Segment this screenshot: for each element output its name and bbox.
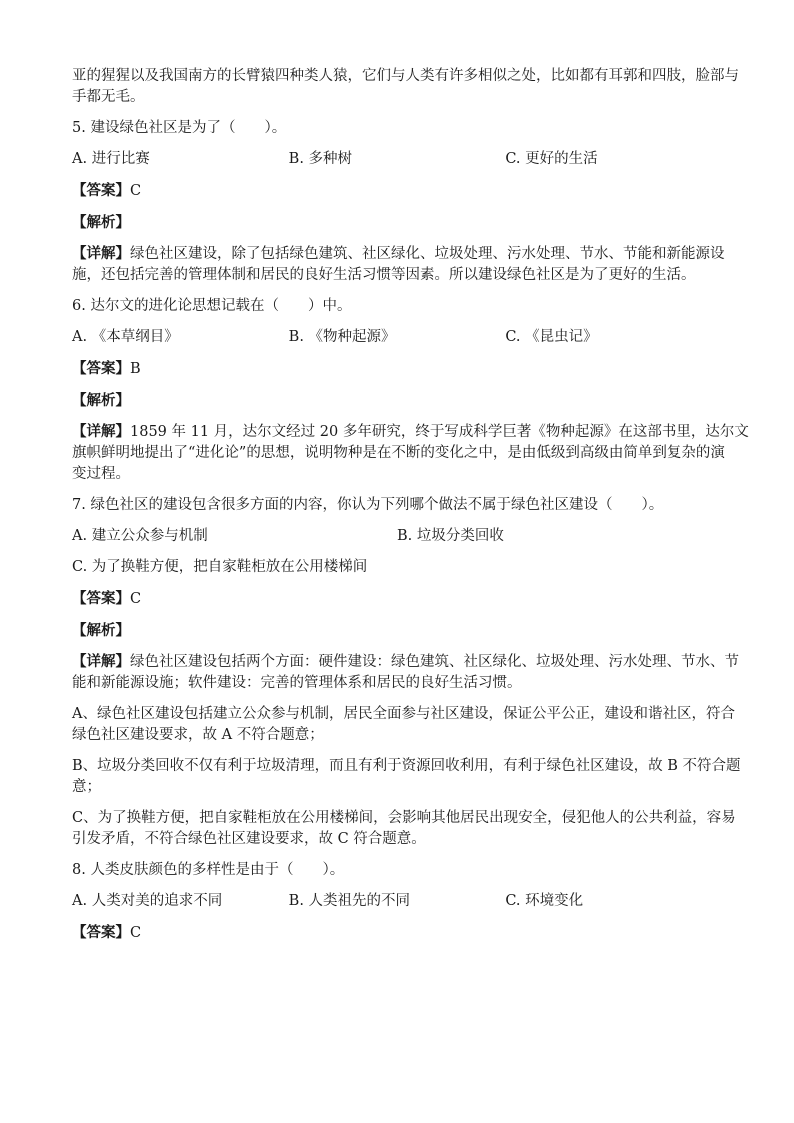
detail-text: 绿色社区建设包括两个方面：硬件建设：绿色建筑、社区绿化、垃圾处理、污水处理、节水、节: [130, 654, 739, 670]
question-8-answer: [72, 922, 722, 944]
answer-value: C: [130, 925, 142, 941]
question-7-option-c: C. 为了换鞋方便，把自家鞋柜放在公用楼梯间: [72, 559, 368, 575]
question-6-detail-line-3: 变过程。: [72, 466, 130, 482]
detail-label: 【详解】: [72, 653, 130, 670]
question-5-detail-line-2: 施，还包括完善的管理体制和居民的良好生活习惯等因素。所以建设绿色社区是为了更好的生活。: [72, 267, 696, 283]
question-8-options: [72, 891, 722, 912]
question-5-stem: 5. 建设绿色社区是为了（ ）。: [72, 120, 287, 136]
question-7-options-ab: [72, 526, 722, 547]
question-5-options: [72, 149, 722, 170]
question-8-option-b: B. 人类祖先的不同: [288, 893, 411, 909]
question-7-a-line-2: 绿色社区建设要求，故 A 不符合题意；: [72, 727, 324, 743]
question-7-c-line-2: 引发矛盾，不符合绿色社区建设要求，故 C 符合题意。: [72, 831, 426, 847]
question-7-a-line-1: A、绿色社区建设包括建立公众参与机制，居民全面参与社区建设，保证公平公正，建设和谐社区，符合: [72, 706, 735, 722]
question-6-stem: 6. 达尔文的进化论思想记载在（ ）中。: [72, 298, 352, 314]
question-8-option-c: C. 环境变化: [505, 893, 584, 909]
question-7-stem: 7. 绿色社区的建设包含很多方面的内容，你认为下列哪个做法不属于绿色社区建设（ ）。: [72, 497, 664, 513]
answer-value: C: [130, 591, 142, 607]
detail-label: 【详解】: [72, 423, 130, 440]
question-6-detail-line-2: 旗帜鲜明地提出了“进化论”的思想，说明物种是在不断的变化之中，是由低级到高级由简单到复杂的演: [72, 445, 725, 461]
question-6-detail-line-1: [72, 421, 749, 443]
answer-label: 【答案】: [72, 360, 130, 377]
intro-line-1: 亚的猩猩以及我国南方的长臂猿四种类人猿，它们与人类有许多相似之处，比如都有耳郭和四肢，脸部与: [72, 68, 739, 84]
question-6-option-a: A. 《本草纲目》: [72, 329, 179, 345]
question-8-option-a: A. 人类对美的追求不同: [72, 893, 223, 909]
question-7-b-line-1: B、垃圾分类回收不仅有利于垃圾清理，而且有利于资源回收利用，有利于绿色社区建设，故 B 不符合题: [72, 758, 741, 774]
question-6-options: [72, 327, 722, 348]
page-content: [72, 66, 749, 954]
answer-value: C: [130, 183, 142, 199]
question-7-c-line-1: C、为了换鞋方便，把自家鞋柜放在公用楼梯间，会影响其他居民出现安全，侵犯他人的公共利益，容易: [72, 810, 736, 826]
answer-value: B: [130, 361, 141, 377]
question-5-option-a: A. 进行比赛: [72, 151, 150, 167]
question-7-detail-line-2: 能和新能源设施；软件建设：完善的管理体系和居民的良好生活习惯。: [72, 675, 522, 691]
question-7-option-a: A. 建立公众参与机制: [72, 528, 208, 544]
question-5-option-c: C. 更好的生活: [505, 151, 598, 167]
answer-label: 【答案】: [72, 924, 130, 941]
question-5-analysis-label: 【解析】: [72, 214, 130, 231]
question-8-stem: 8. 人类皮肤颜色的多样性是由于（ ）。: [72, 862, 345, 878]
question-6-option-c: C. 《昆虫记》: [505, 329, 598, 345]
answer-label: 【答案】: [72, 590, 130, 607]
question-7-b-line-2: 意；: [72, 779, 101, 795]
question-7-answer: [72, 588, 722, 610]
question-5-detail-line-1: [72, 243, 725, 265]
detail-label: 【详解】: [72, 245, 130, 262]
answer-label: 【答案】: [72, 182, 130, 199]
question-7-analysis-label: 【解析】: [72, 622, 130, 639]
question-7-option-b: B. 垃圾分类回收: [397, 528, 504, 544]
question-6-analysis-label: 【解析】: [72, 392, 130, 409]
detail-text: 绿色社区建设，除了包括绿色建筑、社区绿化、垃圾处理、污水处理、节水、节能和新能源设: [130, 246, 725, 262]
question-6-option-b: B. 《物种起源》: [288, 329, 396, 345]
question-5-answer: [72, 180, 722, 202]
intro-line-2: 手都无毛。: [72, 89, 145, 105]
question-7-detail-line-1: [72, 651, 739, 673]
detail-text: 1859 年 11 月，达尔文经过 20 多年研究，终于写成科学巨著《物种起源》在这部书里，达尔文: [130, 424, 749, 440]
question-5-option-b: B. 多种树: [288, 151, 353, 167]
question-6-answer: [72, 358, 722, 380]
